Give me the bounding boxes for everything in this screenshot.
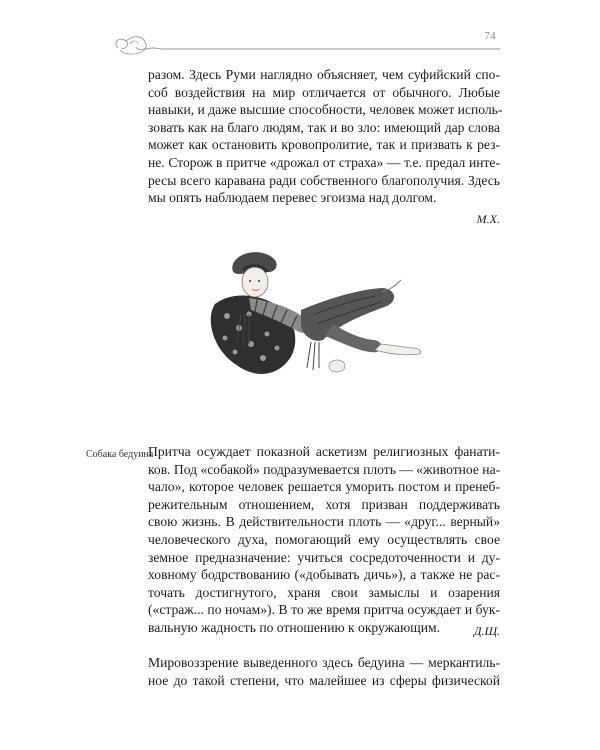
text-line: ков. Под «собакой» подразумевается плоть — «животное на- [148,461,501,477]
text-line: точать достигнутого, храня свои замыслы и озарения [148,584,500,600]
text-line: Мировоззрение выведенного здесь бедуина — меркантиль- [148,655,500,670]
text-line: может как остановить кровопролитие, так и призвать к рез- [148,137,500,153]
text-line: человеческого духа, помогающий ему осуществлять свое [148,531,500,547]
text-line: («страж... по ночам»). В то же время притча осуждает и бук- [148,602,500,618]
text-line: не. Сторож в притче «дрожал от страха» — т.е. предал инте- [148,154,500,170]
text-line: ресы всего каравана ради собственного благополучия. Здесь [148,172,500,188]
commentary-paragraph-3 [148,654,500,689]
text-line: вальную жадность по отношению к окружающим. [148,619,440,635]
text-line: Притча осуждает показной аскетизм религиозных фанати- [148,444,500,459]
text-line: чало», которое человек решается уморить постом и пренеб- [148,479,500,495]
text-line: навыки, и даже высшие способности, человек может исполь- [148,102,503,118]
text-line: зовать как на благо людям, так и во зло: имеющий дар слова [148,119,500,135]
text-line: земное предназначение: учиться сосредоточенности и ду- [148,549,500,565]
text-line: разом. Здесь Руми наглядно объясняет, чем суфийский спо- [148,67,500,82]
text-line: соб воздействия на мир отличается от обычного. Любые [148,84,500,100]
author-signature-mh: М.Х. [476,212,500,226]
text-line: режительным отношением, хотя призван поддерживать [148,496,500,512]
text-line: мы опять наблюдаем перевес эгоизма над долгом. [148,190,437,206]
text-line: свою жизнь. В действительности плоть — «друг... верный» [148,514,500,530]
author-signature-dsch: Д.Щ. [473,624,500,638]
header-ornament-rule [108,30,500,60]
page-number: 74 [484,30,496,42]
margin-note-section-title: Собака бедуина [86,449,154,460]
text-line: ное до такой степени, что малейшее из сферы физической [148,672,500,688]
commentary-paragraph-1 [148,66,503,207]
commentary-paragraph-2 [148,443,500,637]
illustration-reclining-figure [205,244,430,394]
text-line: ховному бодрствованию («добывать дичь»), а также не рас- [148,567,500,583]
